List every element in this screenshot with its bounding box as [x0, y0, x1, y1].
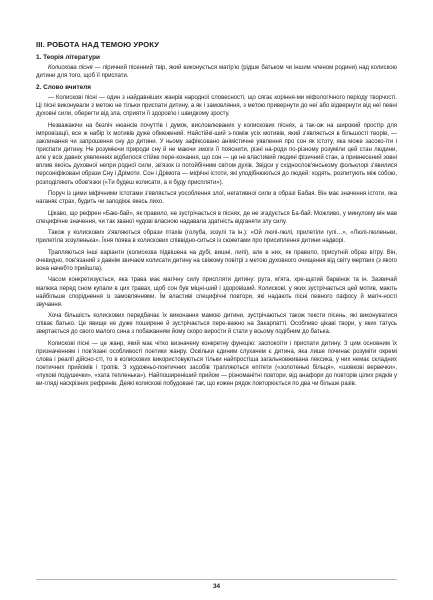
paragraph: Незважаючи на безліч нюансів почуттів і думок, висловлюваних у колискових піснях, а так-ож на широкий простір для імпровізації, все ж набір їх мотивів дуже обмежений. Найстійкі-ший з-поміж усіх мотивів, який з'являється в більшості творів, — заклинання чи запрошення сну до дитини. У ньому зафіксовано анімістичне уявлення про сон як істоту, яка може засоко-їти і приспати дитину. Не розуміючи природи сну й не маючи змоги її пояснити, різні на-роди по-різному розуміли цей стан людини, але у всіх давніх уявленнях відбилося стійке пере-конання, що сон — це не властивий людині фізичний стан, а привнесений зовні вплив якоїсь духовної непри родної сили, зв'язок із потойбічним світом духів. Звідси у східнослов'янському фольклорі з'явилися персоніфіковані образи Сну і Дрімоти. Сон і Дрімота — міфічні істоти, які уподібнюються до людей: ходять, розпитують між собою, розподіляють обов'язки («Ти будеш колисати, а я буду приспляти»). [36, 122, 397, 186]
paragraph: Часом конкретизується, яка трава має магічну силу приспляти дитину: рута, м'ята, хре-щатий барвінок та ін. Зазвичай малюка перед сном купали в цих травах, щоб сон був міцні-ший і здоровіший. Колискові, у яких зустрічається цей мотив, мають найбільше споріднення із замовляннями. Їм властиві специфічні повтори, які надають пісні певного пафосу й магіч-ності звучання. [36, 277, 397, 308]
page-number-container [0, 575, 433, 593]
subheading-literature-theory: 1. Теорія літератури [36, 54, 100, 61]
paragraph: Також у колискових з'являються образи птахів (голуба, зозулі та ін.): «Ой люлі-люлі, прилетіли гулі…», «Люлі-люленьки, прилетіла зозуленька». Їхня поява в колискових співвідно-ситься із сюжетами про присиплення дитини надворі. [36, 230, 397, 245]
section-title: ІІІ. РОБОТА НАД ТЕМОЮ УРОКУ [36, 40, 160, 49]
definition-term: Колискова пісня [48, 65, 93, 71]
page-number: 34 [209, 583, 224, 591]
definition-text: — ліричний пісенний твір, який виконується матір'ю (рідше батьком чи іншим членом родини) над колискою дитини для того, щоб її приспати. [36, 65, 397, 80]
paragraph: — Колискові пісні — один з найдавніших жанрів народної словесності, що сягає коріння-ми міфологічного періоду творчості. Ці пісні виконували з метою не тільки приспати дитину, а як і замовляння, з метою привернути до неї або відвернути від неї певні духовні сили, оберегти від зла, сприяти її здоров'ю і швидкому зросту. [36, 95, 397, 118]
definition-paragraph [36, 64, 397, 80]
paragraph: Поруч із цими міфічними істотами з'являється уособлення злої, негативної сили в образі Бабая. Він має значення істоти, яка наганяє страх, будить чи заподіює якесь лихо. [36, 191, 397, 206]
paragraph: Цікаво, що рефрен «Баю-бай», як правило, не зустрічається в піснях, де не згадується Ба-бай. Можливо, у минулому він мав специфічне значення, чи так званої чудові власною надавала здатність відганяти злу силу. [36, 210, 397, 225]
paragraph: Хоча більшість колискових передбачає їх виконання мамою дитини, зустрічаються також тексти пісень, які виконуватися співає батько. Це явище не дуже поширене й зустрічається пере-важно на Закарпатті. Особливо цікаві твори, у яких татусь звертається до свого малого сина з побажанням йому скоро вирости й стати у всьому подібним до батька. [36, 313, 397, 336]
subheading-teacher-word: 2. Слово вчителя [36, 84, 91, 92]
paragraph: Трапляються інші варіанти (колискова підвішена на дубі, вишні, липі), але в них, як правило, присутній образ вітру. Він, очевидно, пов'язаний з давнім звичаєм колисати дитину на свіжому повітрі з метою духовного очищення від світу мертвих (з якого вона начебто прийшла). [36, 249, 397, 272]
paragraph: Колискові пісні — це жанр, який має чітко визначену конкретну функцію: заспокоїти і приспати дитину. З цим основним їх призначенням і пов'язані особливості поетики жанру. Оскільки єдиним слухачем є дитина, яка лише починає розуміти окремі слова і реалії дійсно-сті, то в колискових використовуються тільки найпростіша загальновживана лексика, у них немає складних поетичних прийомів і тропів. З художньо-поетичних засобів трапляються епітети («золотенькі більця», «шовкові вервечки», «пухові подушечки», «хата тепленька»). Найпоширеніший прийом — різноманітні повтори, від анафори до повторів цілих рядків у ви-гляді наскрізних рефренів. Деякі колискові побудовані так, що кожен рядок повторюється по два чи більше разів. [36, 340, 397, 388]
